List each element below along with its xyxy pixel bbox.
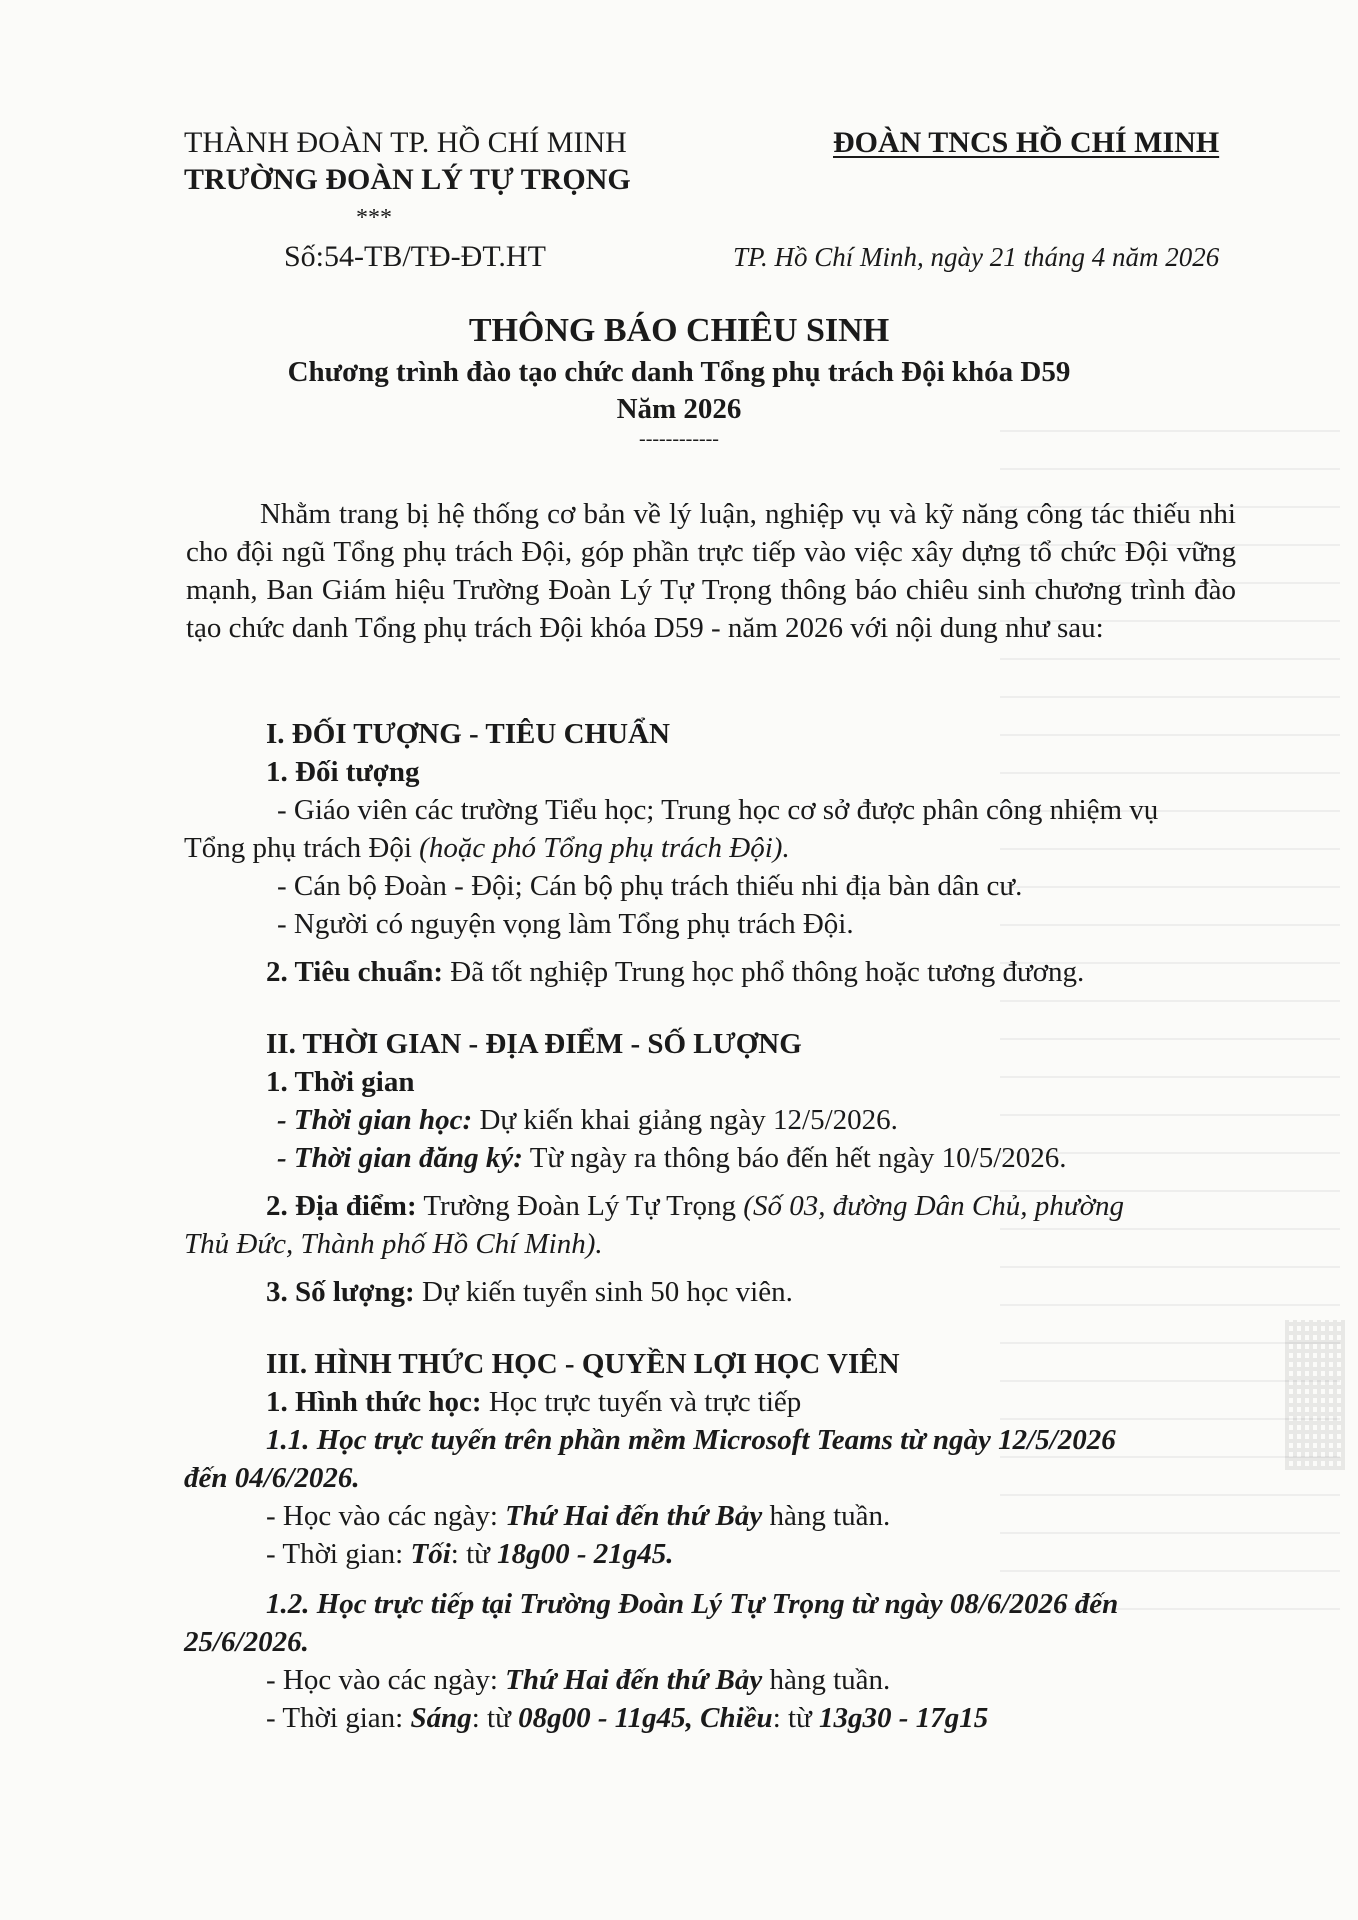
location-address: (Số 03, đường Dân Chủ, phường	[743, 1190, 1125, 1222]
section2-sub1: 1. Thời gian	[266, 1066, 415, 1098]
study-time	[277, 1104, 898, 1137]
notice-subtitle: Chương trình đào tạo chức danh Tổng phụ trách Đội khóa D59	[287, 356, 1071, 388]
criteria-text: Đã tốt nghiệp Trung học phổ thông hoặc tương đương.	[450, 956, 1085, 988]
offline-days-prefix: - Học vào các ngày:	[266, 1664, 498, 1696]
study-form	[266, 1386, 801, 1419]
offline-afternoon-label: Chiều	[700, 1702, 773, 1734]
notice-title: THÔNG BÁO CHIÊU SINH	[468, 312, 890, 349]
section1-sub1: 1. Đối tượng	[266, 756, 420, 788]
online-days-value: Thứ Hai đến thứ Bảy	[505, 1500, 763, 1532]
org-line1: THÀNH ĐOÀN TP. HỒ CHÍ MINH	[184, 126, 627, 159]
section1-item2: - Cán bộ Đoàn - Đội; Cán bộ phụ trách thiếu nhi địa bàn dân cư.	[277, 870, 1023, 902]
location-address-cont: Thủ Đức, Thành phố Hồ Chí Minh).	[184, 1228, 603, 1260]
item1-cont-text: Tổng phụ trách Đội	[184, 832, 412, 864]
online-days-prefix: - Học vào các ngày:	[266, 1500, 498, 1532]
section2-heading: II. THỜI GIAN - ĐỊA ĐIỂM - SỐ LƯỢNG	[266, 1028, 802, 1060]
registration-time-label: - Thời gian đăng ký:	[277, 1142, 523, 1174]
online-time	[266, 1538, 674, 1571]
section1-item1-cont	[184, 832, 790, 865]
section1-item1: - Giáo viên các trường Tiểu học; Trung học cơ sở được phân công nhiệm vụ	[277, 794, 1159, 826]
online-days-suffix: hàng tuần.	[769, 1500, 891, 1532]
stars: ***	[356, 205, 392, 231]
section1-heading: I. ĐỐI TƯỢNG - TIÊU CHUẨN	[266, 718, 670, 750]
offline-days	[266, 1664, 890, 1697]
section1-criteria	[266, 956, 1084, 989]
org-line2: TRƯỜNG ĐOÀN LÝ TỰ TRỌNG	[184, 163, 631, 196]
registration-time-text: Từ ngày ra thông báo đến hết ngày 10/5/2026.	[529, 1142, 1067, 1174]
union-name: ĐOÀN TNCS HỒ CHÍ MINH	[833, 126, 1220, 159]
date-line: TP. Hồ Chí Minh, ngày 21 tháng 4 năm 2026	[733, 242, 1220, 272]
location-label: 2. Địa điểm:	[266, 1190, 417, 1222]
offline-afternoon-value: 13g30 - 17g15	[819, 1702, 989, 1734]
online-time-mid: : từ	[450, 1538, 490, 1570]
notice-year: Năm 2026	[616, 393, 742, 425]
online-time-value: 18g00 - 21g45.	[497, 1538, 674, 1570]
bleed-through-qr	[1285, 1320, 1345, 1470]
study-time-label: - Thời gian học:	[277, 1104, 473, 1136]
online-time-prefix: - Thời gian:	[266, 1538, 404, 1570]
online-days	[266, 1500, 890, 1533]
location-text: Trường Đoàn Lý Tự Trọng	[423, 1190, 737, 1222]
quantity	[266, 1276, 793, 1309]
title-divider: ------------	[639, 428, 719, 450]
study-form-text: Học trực tuyến và trực tiếp	[488, 1386, 802, 1418]
section3-heading: III. HÌNH THỨC HỌC - QUYỀN LỢI HỌC VIÊN	[266, 1348, 900, 1380]
offline-morning-label: Sáng	[410, 1702, 472, 1734]
online-title: 1.1. Học trực tuyến trên phần mềm Microsoft Teams từ ngày 12/5/2026	[266, 1424, 1116, 1456]
offline-days-suffix: hàng tuần.	[769, 1664, 891, 1696]
online-title-cont: đến 04/6/2026.	[184, 1462, 360, 1494]
offline-days-value: Thứ Hai đến thứ Bảy	[505, 1664, 763, 1696]
offline-afternoon-mid: : từ	[772, 1702, 812, 1734]
quantity-text: Dự kiến tuyển sinh 50 học viên.	[421, 1276, 793, 1308]
offline-morning-mid: : từ	[471, 1702, 511, 1734]
criteria-label: 2. Tiêu chuẩn:	[266, 956, 444, 988]
offline-title-cont: 25/6/2026.	[184, 1626, 309, 1658]
intro-paragraph: Nhằm trang bị hệ thống cơ bản về lý luận, nghiệp vụ và kỹ năng công tác thiếu nhi cho đội ngũ Tổng phụ trách Đội, góp phần trực tiếp vào việc xây dựng tổ chức Đội vững mạnh, Ban Giám hiệu Trường Đoàn Lý Tự Trọng thông báo chiêu sinh chương trình đào tạo chức danh Tổng phụ trách Đội khóa D59 - năm 2026 với nội dung như sau:	[186, 498, 1236, 644]
study-form-label: 1. Hình thức học:	[266, 1386, 482, 1418]
item1-cont-italic: (hoặc phó Tổng phụ trách Đội).	[419, 832, 790, 864]
study-time-text: Dự kiến khai giảng ngày 12/5/2026.	[479, 1104, 898, 1136]
offline-time-prefix: - Thời gian:	[266, 1702, 404, 1734]
offline-time	[266, 1702, 988, 1735]
registration-time	[277, 1142, 1067, 1175]
document-number: Số:54-TB/TĐ-ĐT.HT	[284, 240, 546, 273]
offline-title: 1.2. Học trực tiếp tại Trường Đoàn Lý Tự Trọng từ ngày 08/6/2026 đến	[266, 1588, 1119, 1620]
location	[266, 1190, 1124, 1223]
section1-item3: - Người có nguyện vọng làm Tổng phụ trách Đội.	[277, 908, 854, 940]
quantity-label: 3. Số lượng:	[266, 1276, 415, 1308]
online-time-label: Tối	[410, 1538, 451, 1570]
offline-morning-value: 08g00 - 11g45,	[518, 1702, 693, 1734]
